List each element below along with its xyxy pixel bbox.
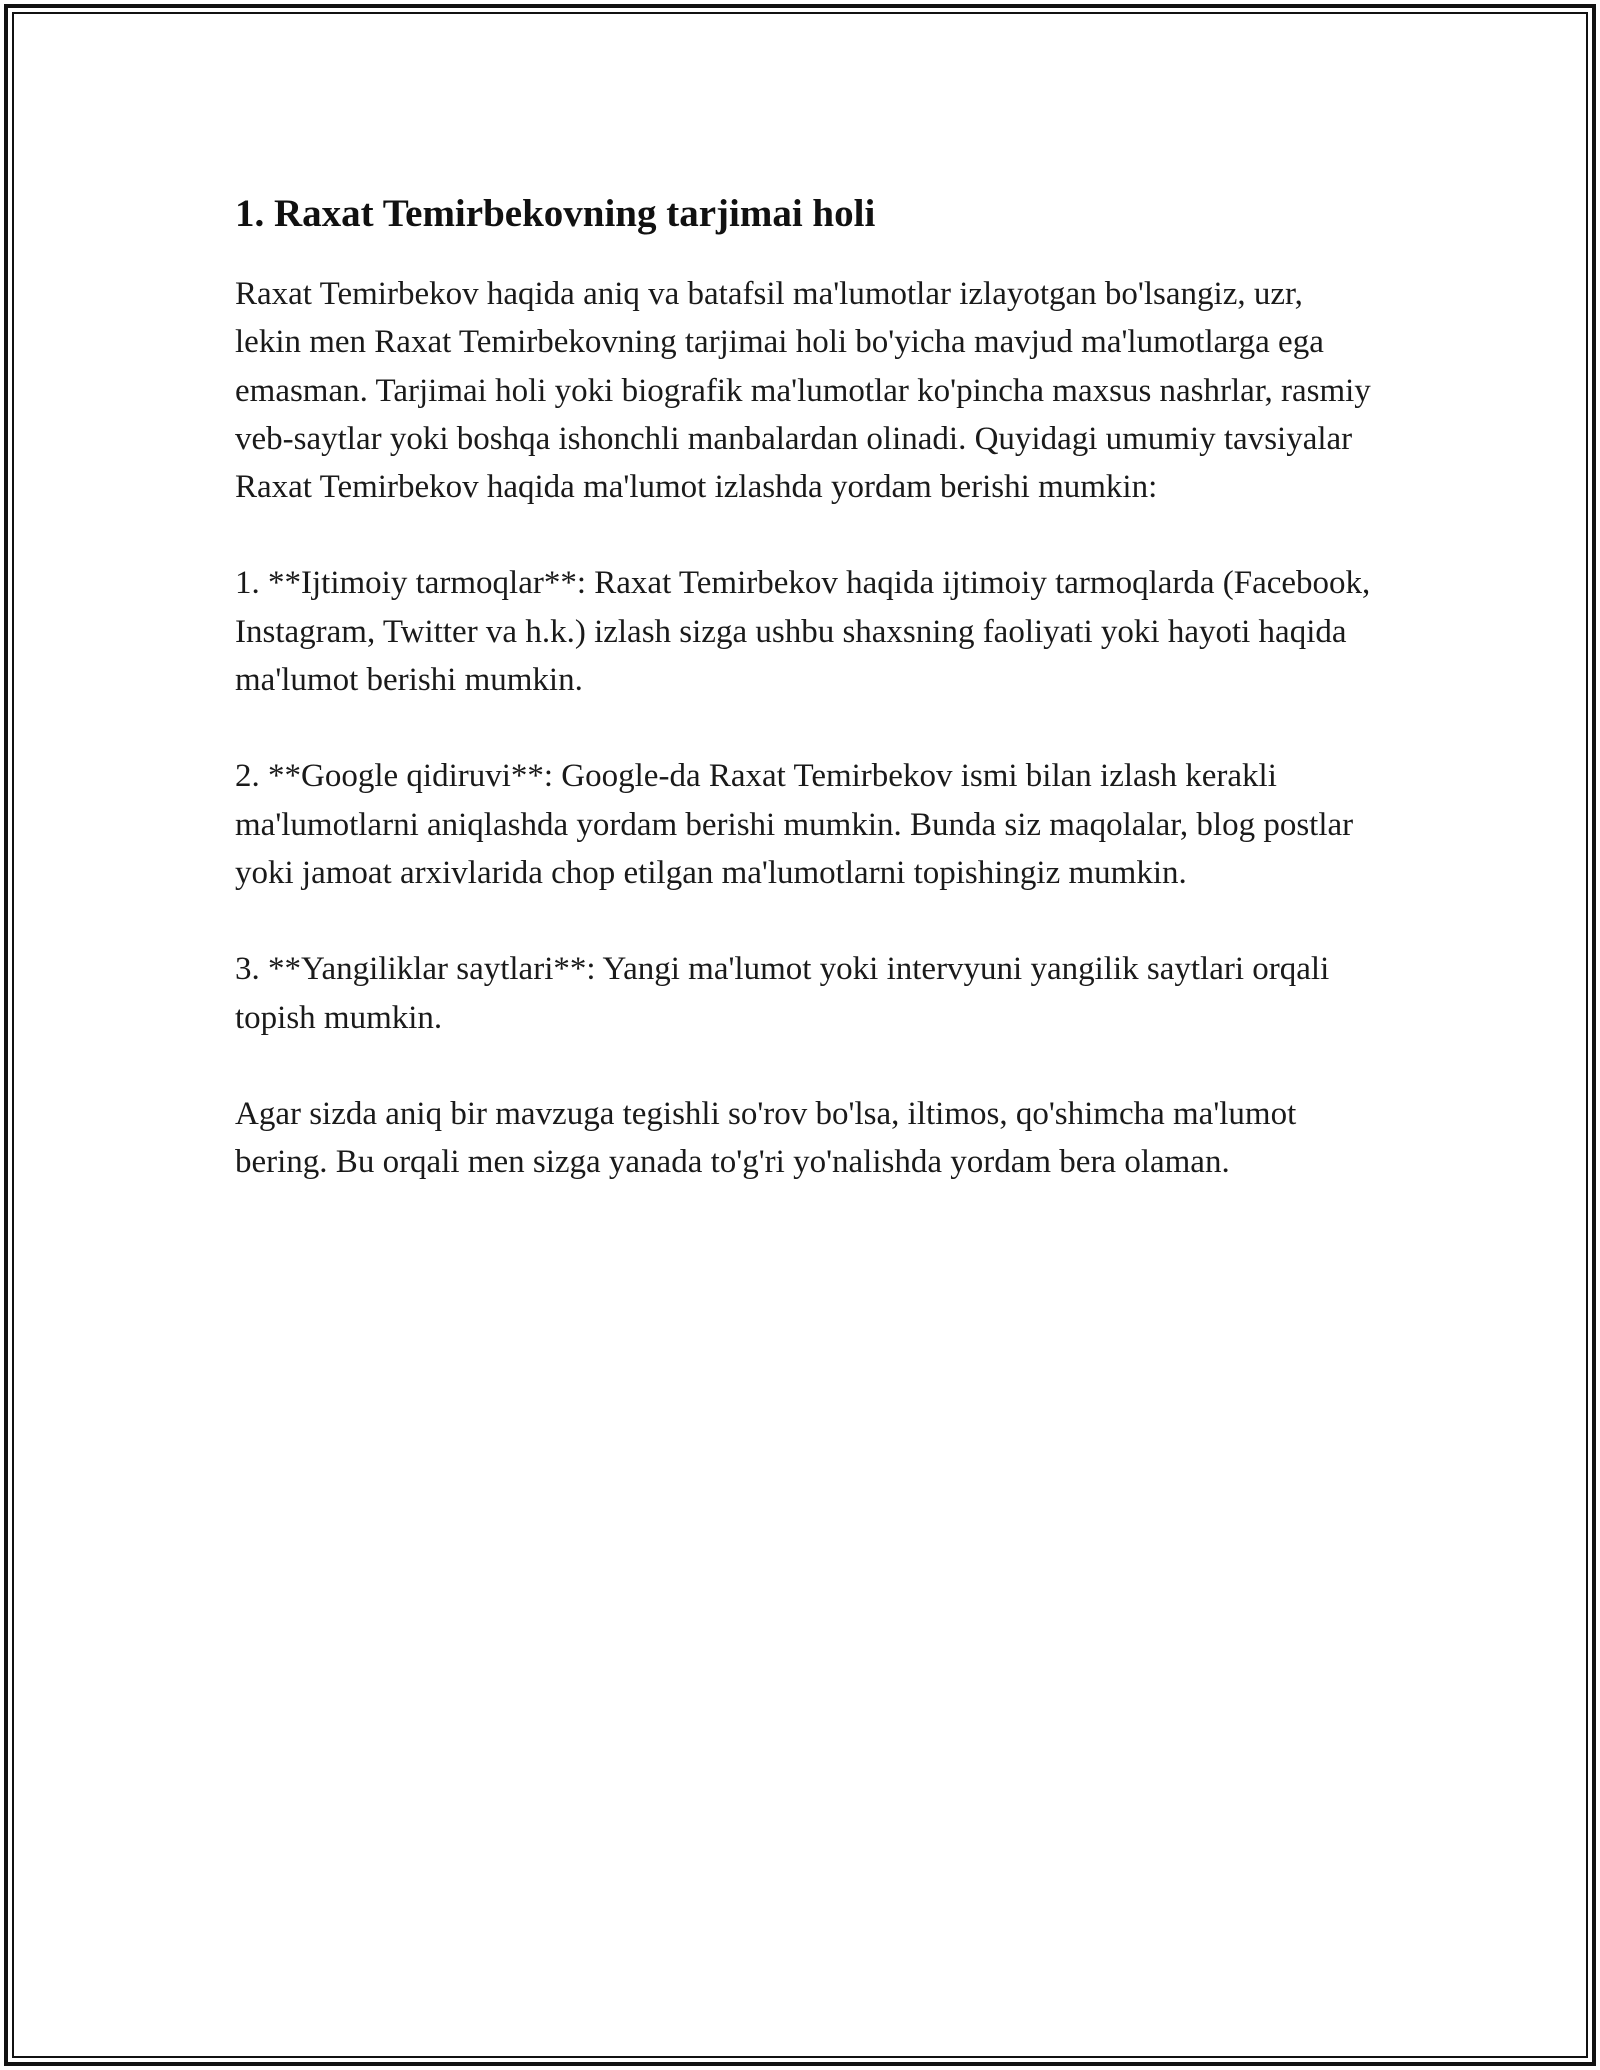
closing-paragraph: Agar sizda aniq bir mavzuga tegishli so'rov bo'lsa, iltimos, qo'shimcha ma'lumot bering. Bu orqali men sizga yanada to'g'ri yo'nalishda yordam bera olaman.	[235, 1095, 1297, 1181]
tip-news-sites: 3. **Yangiliklar saytlari**: Yangi ma'lumot yoki intervyuni yangilik saytlari orqali topish mumkin.	[235, 951, 1330, 1036]
document-body	[235, 184, 1375, 1234]
tip-google-search: 2. **Google qidiruvi**: Google-da Raxat Temirbekov ismi bilan izlash kerakli ma'lumotlarni aniqlashda yordam berishi mumkin. Bunda siz maqolalar, blog postlar yoki jamoat arxivlarida chop etilgan ma'lumotlarni topishingiz mumkin.	[235, 758, 1354, 891]
tip-social-networks: 1. **Ijtimoiy tarmoqlar**: Raxat Temirbekov haqida ijtimoiy tarmoqlarda (Facebook, Instagram, Twitter va h.k.) izlash sizga ushbu shaxsning faoliyati yoki hayoti haqida ma'lumot berishi mumkin.	[235, 565, 1371, 699]
intro-paragraph: Raxat Temirbekov haqida aniq va batafsil ma'lumotlar izlayotgan bo'lsangiz, uzr, lekin men Raxat Temirbekovning tarjimai holi bo'yicha mavjud ma'lumotlarga ega emasman. Tarjimai holi yoki biografik ma'lumotlar ko'pincha maxsus nashrlar, rasmiy veb-saytlar yoki boshqa ishonchli manbalardan olinadi. Quyidagi umumiy tavsiyalar Raxat Temirbekov haqida ma'lumot izlashda yordam berishi mumkin:	[235, 276, 1371, 506]
document-heading: 1. Raxat Temirbekovning tarjimai holi	[235, 192, 876, 235]
